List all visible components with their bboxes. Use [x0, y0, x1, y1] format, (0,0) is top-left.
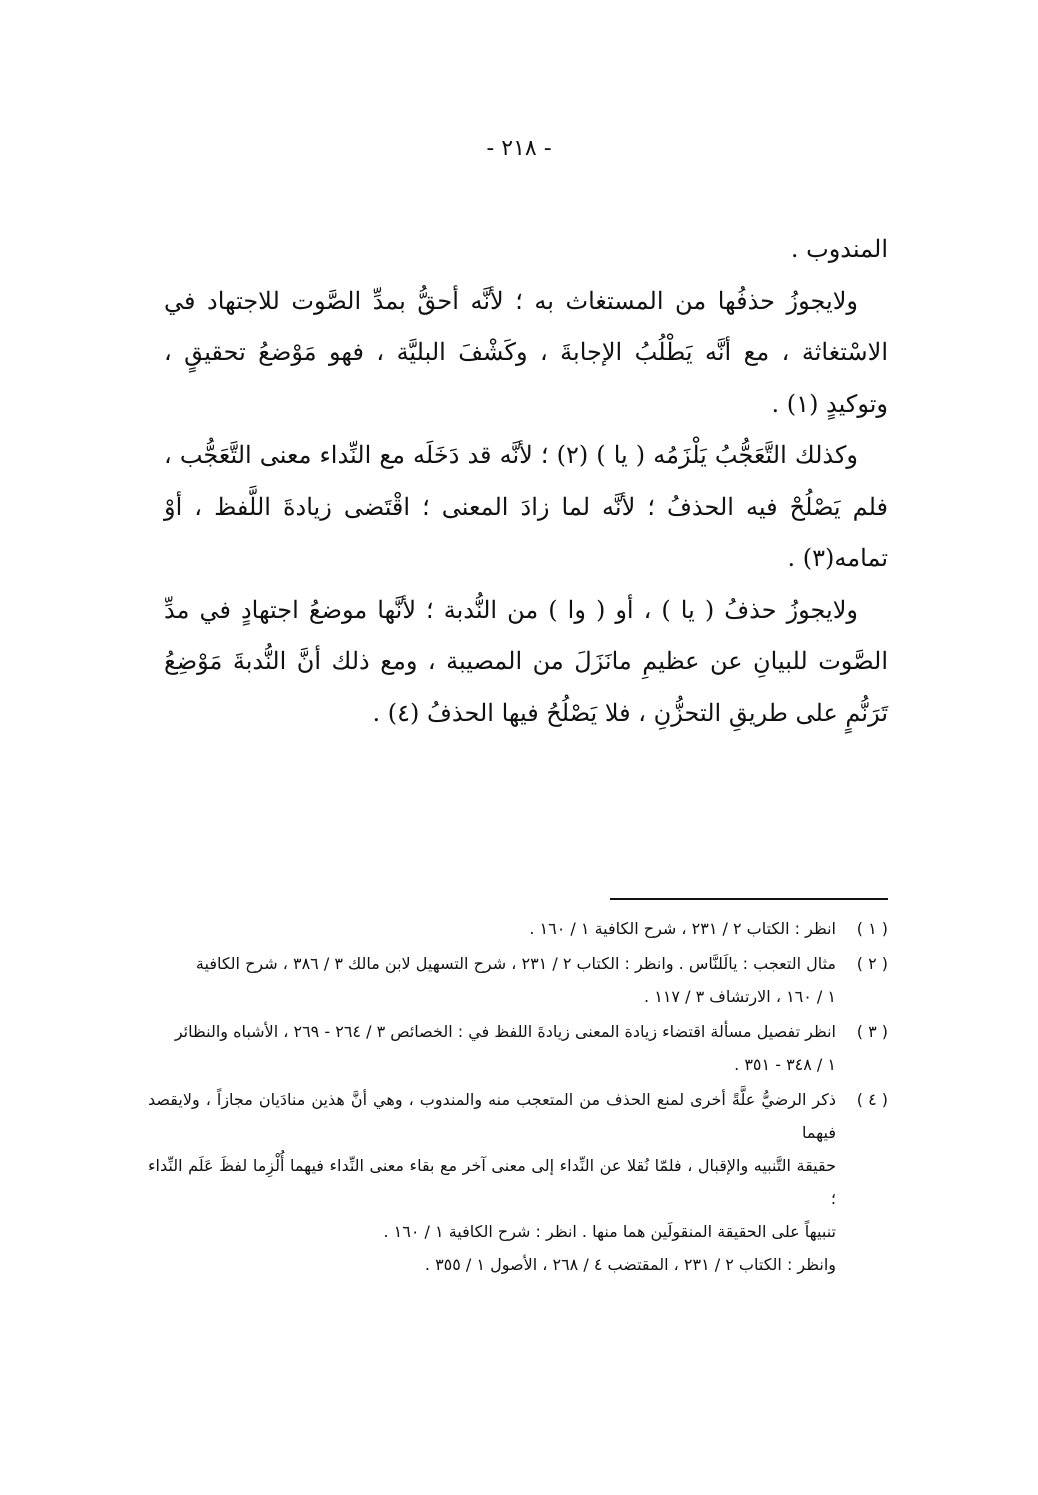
footnote-separator: [610, 898, 888, 900]
footnote: [148, 912, 888, 945]
footnote-line: تنبيهاً على الحقيقة المنقولَين هما منها . انظر : شرح الكافية ١ / ١٦٠ .: [383, 1222, 836, 1241]
footnote-number: ( ١ ): [856, 919, 888, 938]
footnote-line: مثال التعجب : يالَلنَّاس . وانظر : الكتاب ٢ / ٢٣١ ، شرح التسهيل لابن مالك ٣ / ٣٨٦ ، شرح الكافية: [195, 954, 836, 973]
footnote-text: [148, 947, 836, 1013]
footnote-line: وانظر : الكتاب ٢ / ٢٣١ ، المقتضب ٤ / ٢٦٨ ، الأصول ١ / ٣٥٥ .: [424, 1255, 836, 1274]
footnote-number: ( ٣ ): [856, 1022, 888, 1041]
footnote-text: [148, 1083, 836, 1281]
footnote: [148, 947, 888, 1013]
footnote-line: ١ / ٣٤٨ - ٣٥١ .: [734, 1055, 836, 1074]
footnotes: [148, 912, 888, 1283]
footnote: [148, 1083, 888, 1281]
footnote-line: ذكر الرضيُّ علَّةً أخرى لمنع الحذف من المتعجب منه والمندوب ، وهي أنَّ هذين منادَيان مجازاً ، ولايقصد فيهما: [148, 1090, 836, 1142]
footnote-number: ( ٢ ): [856, 954, 888, 973]
footnote-line: ١ / ١٦٠ ، الارتشاف ٣ / ١١٧ .: [644, 987, 836, 1006]
main-text: [164, 224, 888, 739]
footnote-text: [148, 1015, 836, 1081]
footnote: [148, 1015, 888, 1081]
footnote-line: حقيقة التَّنبيه والإقبال ، فلمّا نُقلا عن النِّداء إلى معنى آخر مع بقاء معنى النِّداء فيهما أُلْزِما لفظَ عَلَم النِّداء ؛: [148, 1156, 836, 1208]
footnote-line: انظر : الكتاب ٢ / ٢٣١ ، شرح الكافية ١ / ١٦٠ .: [529, 919, 836, 938]
footnote-line: انظر تفصيل مسألة اقتضاء زيادة المعنى زيادةَ اللفظ في : الخصائص ٣ / ٢٦٤ - ٢٦٩ ، الأشباه والنظائر: [174, 1022, 836, 1041]
paragraph: المندوب .: [790, 235, 888, 263]
paragraph: ولايجوزُ حذفُ ( يا ) ، أو ( وا ) من النُّدبة ؛ لأنَّها موضعُ اجتهادٍ في مدِّ الصَّوت للبيانِ عن عظيمِ مانَزَلَ من المصيبة ، ومع ذلك أنَّ النُّدبةَ مَوْضِعُ تَرَنُّمٍ على طريقِ التحزُّنِ ، فلا يَصْلُحُ فيها الحذفُ (٤) .: [164, 595, 888, 727]
paragraph: ولايجوزُ حذفُها من المستغاث به ؛ لأنَّه أحقُّ بمدِّ الصَّوت للاجتهاد في الاسْتغاثة ، مع أنَّه يَطْلُبُ الإجابةَ ، وكَشْفَ البليَّة ، فهو مَوْضعُ تحقيقٍ ، وتوكيدٍ (١) .: [164, 286, 888, 418]
paragraph: وكذلك التَّعَجُّبُ يَلْزَمُه ( يا ) (٢) ؛ لأنَّه قد دَخَلَه مع النِّداء معنى التَّعَجُّب ، فلم يَصْلُحْ فيه الحذفُ ؛ لأنَّه لما زادَ المعنى ؛ اقْتَضى زيادةَ اللَّفظ ، أوْ تمامه(٣) .: [164, 441, 888, 572]
footnote-number: ( ٤ ): [856, 1090, 888, 1109]
footnote-text: [148, 912, 836, 945]
page-number: - ٢١٨ -: [486, 136, 552, 161]
